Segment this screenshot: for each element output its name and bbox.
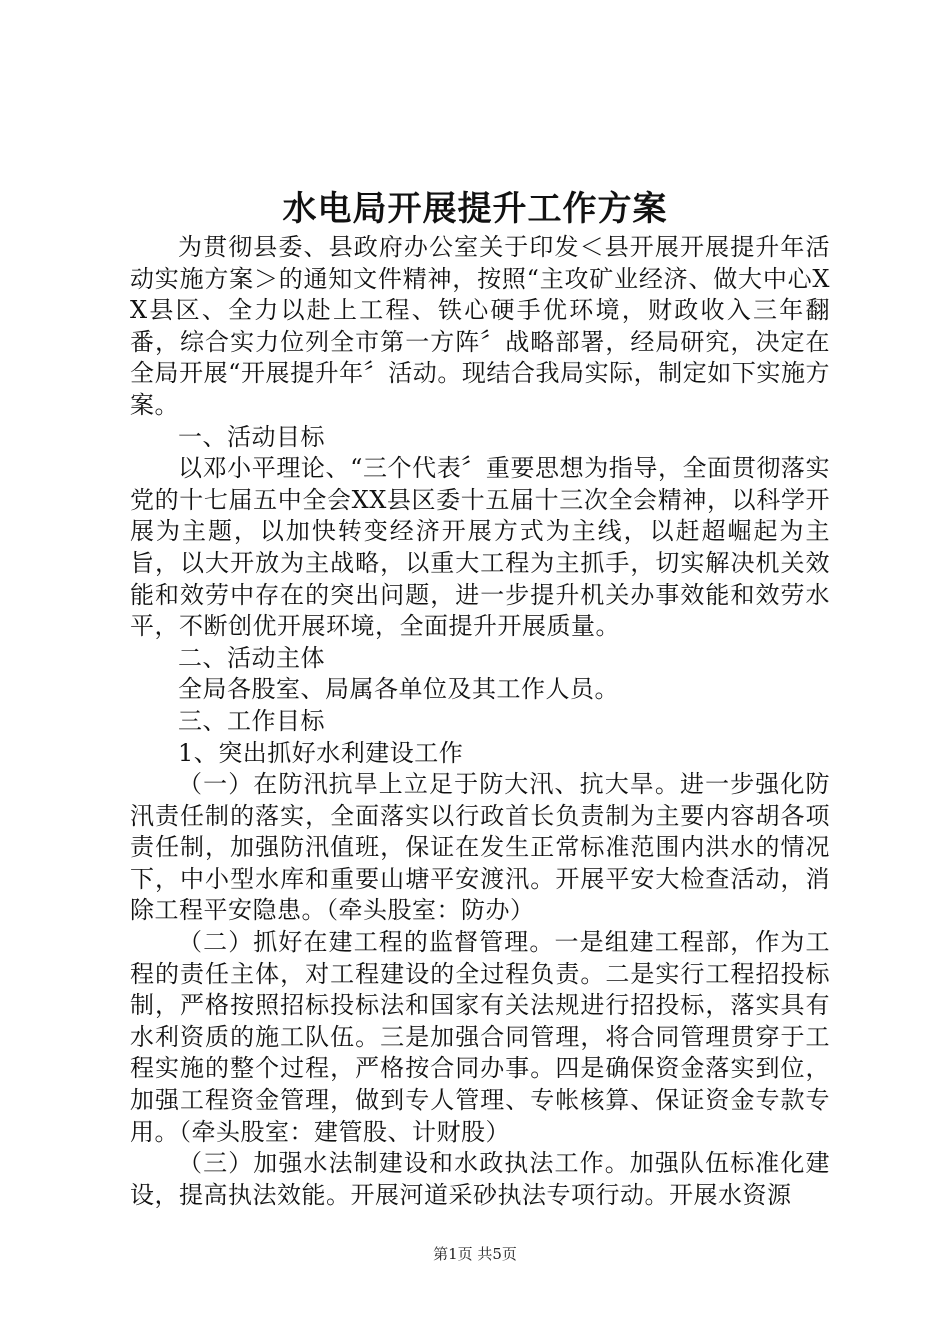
subheading-water-construction: 1、突出抓好水利建设工作	[178, 738, 464, 767]
heading-activity-subject: 二、活动主体	[178, 643, 325, 672]
paragraph-project-supervision: （二）抓好在建工程的监督管理。一是组建工程部，作为工程的责任主体，对工程建设的全过程负责。二是实行工程招投标制，严格按照招标投标法和国家有关法规进行招投标，落实具有水利资质的施工队伍。三是加强合同管理，将合同管理贯穿于工程实施的整个过程，严格按合同办事。四是确保资金落实到位，加强工程资金管理，做到专人管理、专帐核算、保证资金专款专用。（牵头股室：建管股、计财股）	[130, 928, 830, 1146]
paragraph-activity-goal: 以邓小平理论、“三个代表〞重要思想为指导，全面贯彻落实党的十七届五中全会XX县区委十五届十三次全会精神，以科学开展为主题，以加快转变经济开展方式为主线，以赶超崛起为主旨，以大开放为主战略，以重大工程为主抓手，切实解决机关效能和效劳中存在的突出问题，进一步提升机关办事效能和效劳水平，不断创优开展环境，全面提升开展质量。	[130, 454, 830, 641]
paragraph-flood-control: （一）在防汛抗旱上立足于防大汛、抗大旱。进一步强化防汛责任制的落实，全面落实以行政首长负责制为主要内容胡各项责任制，加强防汛值班，保证在发生正常标准范围内洪水的情况下，中小型水库和重要山塘平安渡汛。开展平安大检查活动，消除工程平安隐患。（牵头股室：防办）	[130, 770, 830, 925]
paragraph-water-law: （三）加强水法制建设和水政执法工作。加强队伍标准化建设，提高执法效能。开展河道采砂执法专项行动。开展水资源	[130, 1149, 830, 1209]
paragraph-activity-subject: 全局各股室、局属各单位及其工作人员。	[178, 675, 619, 704]
heading-activity-goal: 一、活动目标	[178, 422, 325, 451]
heading-work-goal: 三、工作目标	[178, 706, 325, 735]
document-body	[130, 232, 830, 1211]
page-footer: 第1页 共5页	[433, 1245, 517, 1263]
paragraph-intro: 为贯彻县委、县政府办公室关于印发＜县开展开展提升年活动实施方案＞的通知文件精神，按照“主攻矿业经济、做大中心XX县区、全力以赴上工程、铁心硬手优环境，财政收入三年翻番，综合实力位列全市第一方阵〞战略部署，经局研究，决定在全局开展“开展提升年〞活动。现结合我局实际，制定如下实施方案。	[130, 233, 830, 419]
document-title: 水电局开展提升工作方案	[282, 189, 668, 229]
